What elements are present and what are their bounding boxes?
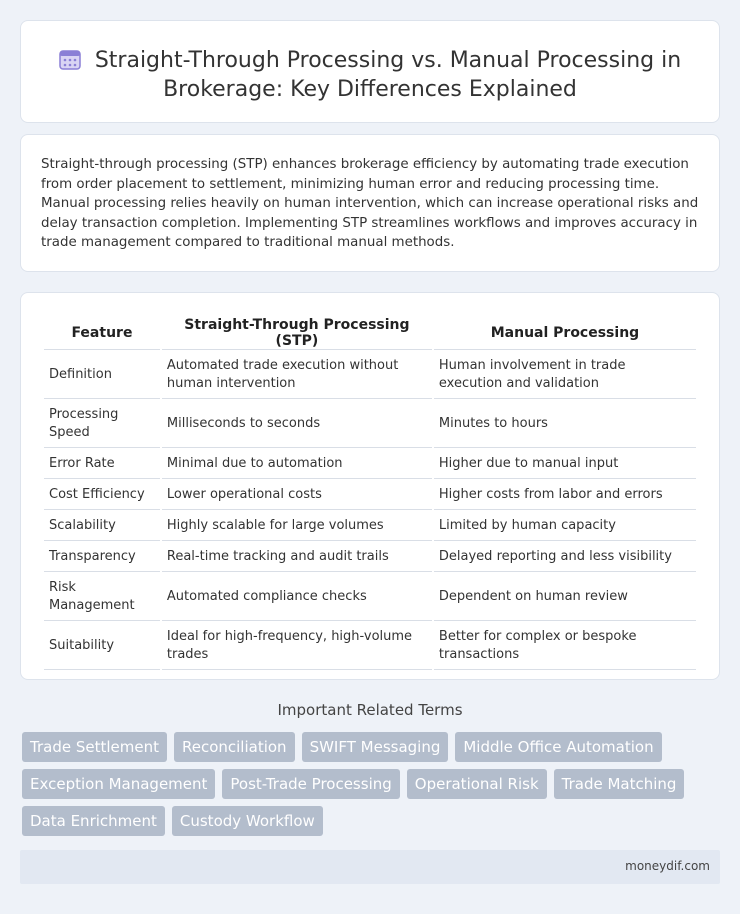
stp-cell: Automated compliance checks — [162, 574, 432, 621]
table-row — [44, 512, 696, 541]
related-terms-heading: Important Related Terms — [277, 701, 463, 719]
manual-cell: Human involvement in trade execution and validation — [434, 352, 696, 399]
stp-cell: Real-time tracking and audit trails — [162, 543, 432, 572]
tag-trade-matching[interactable]: Trade Matching — [554, 769, 685, 799]
tag-operational-risk[interactable]: Operational Risk — [407, 769, 547, 799]
stp-cell: Automated trade execution without human intervention — [162, 352, 432, 399]
footer-site[interactable]: moneydif.com — [625, 859, 710, 873]
tag-middle-office-automation[interactable]: Middle Office Automation — [455, 732, 661, 762]
stp-cell: Minimal due to automation — [162, 450, 432, 479]
table-row — [44, 543, 696, 572]
table-row — [44, 352, 696, 399]
tag-reconciliation[interactable]: Reconciliation — [174, 732, 295, 762]
title-card — [20, 20, 720, 123]
footer — [20, 850, 720, 884]
stp-cell: Ideal for high-frequency, high-volume trades — [162, 623, 432, 670]
feature-cell: Error Rate — [44, 450, 160, 479]
table-row — [44, 623, 696, 670]
tag-trade-settlement[interactable]: Trade Settlement — [22, 732, 167, 762]
manual-cell: Limited by human capacity — [434, 512, 696, 541]
title-line-2: Brokerage: Key Differences Explained — [163, 77, 577, 102]
table-row — [44, 481, 696, 510]
manual-cell: Delayed reporting and less visibility — [434, 543, 696, 572]
tag-swift-messaging[interactable]: SWIFT Messaging — [302, 732, 449, 762]
header-feature: Feature — [44, 317, 160, 350]
comparison-card — [20, 292, 720, 680]
related-terms-tags — [22, 732, 722, 843]
feature-cell: Risk Management — [44, 574, 160, 621]
feature-cell: Definition — [44, 352, 160, 399]
intro-text: Straight-through processing (STP) enhances brokerage efficiency by automating trade execution from order placement to settlement, minimizing human error and reducing processing time. Manual processing relies heavily on human intervention, which can increase operational risks and delay transaction completion. Implementing STP streamlines workflows and improves accuracy in trade management compared to traditional manual methods. — [41, 157, 699, 250]
calendar-icon — [59, 48, 81, 70]
comparison-table — [42, 315, 698, 672]
manual-cell: Minutes to hours — [434, 401, 696, 448]
manual-cell: Dependent on human review — [434, 574, 696, 621]
header-manual: Manual Processing — [434, 317, 696, 350]
stp-cell: Milliseconds to seconds — [162, 401, 432, 448]
table-row — [44, 574, 696, 621]
manual-cell: Higher costs from labor and errors — [434, 481, 696, 510]
header-stp: Straight-Through Processing (STP) — [162, 317, 432, 350]
feature-cell: Transparency — [44, 543, 160, 572]
feature-cell: Cost Efficiency — [44, 481, 160, 510]
intro-card — [20, 134, 720, 272]
manual-cell: Better for complex or bespoke transactions — [434, 623, 696, 670]
stp-cell: Lower operational costs — [162, 481, 432, 510]
feature-cell: Processing Speed — [44, 401, 160, 448]
tag-exception-management[interactable]: Exception Management — [22, 769, 215, 799]
table-header-row — [44, 317, 696, 350]
tag-post-trade-processing[interactable]: Post-Trade Processing — [222, 769, 399, 799]
page-title — [21, 46, 719, 104]
tag-custody-workflow[interactable]: Custody Workflow — [172, 806, 323, 836]
table-row — [44, 401, 696, 448]
tag-data-enrichment[interactable]: Data Enrichment — [22, 806, 165, 836]
stp-cell: Highly scalable for large volumes — [162, 512, 432, 541]
feature-cell: Suitability — [44, 623, 160, 670]
manual-cell: Higher due to manual input — [434, 450, 696, 479]
feature-cell: Scalability — [44, 512, 160, 541]
title-line-1: Straight-Through Processing vs. Manual Processing in — [94, 48, 682, 73]
table-row — [44, 450, 696, 479]
